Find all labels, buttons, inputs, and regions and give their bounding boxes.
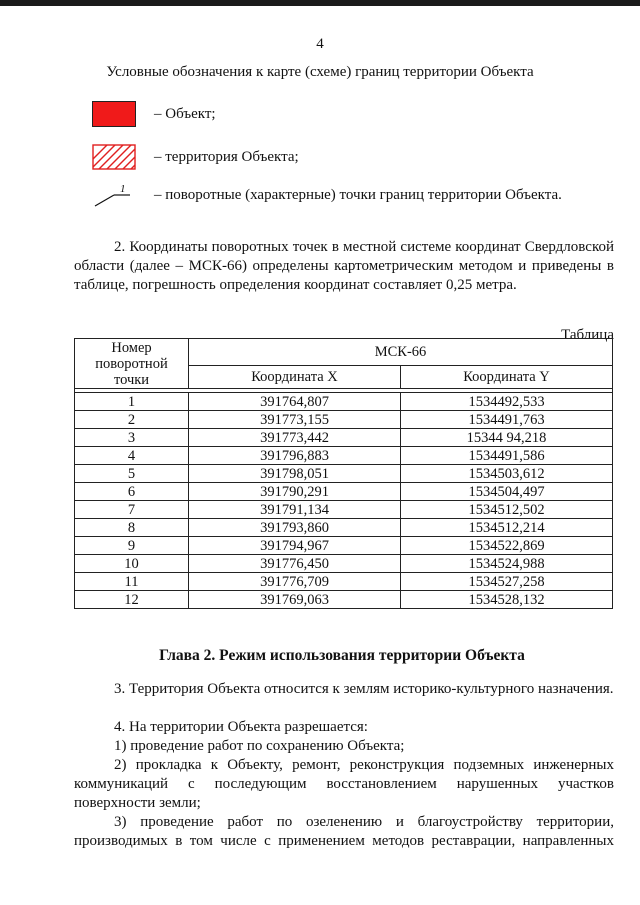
- header-point-number: Номер поворотной точки: [75, 339, 189, 389]
- legend-item-turning-point: [92, 180, 562, 210]
- cell-point-number: 3: [75, 429, 189, 447]
- cell-coordinate-y: 1534512,502: [401, 501, 613, 519]
- coordinates-table: [74, 338, 613, 609]
- cell-coordinate-x: 391764,807: [189, 393, 401, 411]
- cell-coordinate-x: 391798,051: [189, 465, 401, 483]
- territory-hatch-symbol: [92, 144, 136, 170]
- cell-coordinate-x: 391773,442: [189, 429, 401, 447]
- table-row: [75, 501, 613, 519]
- cell-point-number: 4: [75, 447, 189, 465]
- cell-coordinate-x: 391773,155: [189, 411, 401, 429]
- table-row: [75, 537, 613, 555]
- cell-coordinate-y: 1534512,214: [401, 519, 613, 537]
- cell-coordinate-x: 391790,291: [189, 483, 401, 501]
- legend-label-object: – Объект;: [154, 105, 216, 122]
- cell-point-number: 10: [75, 555, 189, 573]
- legend-title: Условные обозначения к карте (схеме) границ территории Объекта: [106, 64, 534, 80]
- table-row: [75, 483, 613, 501]
- cell-point-number: 11: [75, 573, 189, 591]
- table-row: [75, 429, 613, 447]
- paragraph-permitted-list: 4. На территории Объекта разрешается:: [114, 719, 368, 735]
- cell-point-number: 1: [75, 393, 189, 411]
- cell-coordinate-y: 1534527,258: [401, 573, 613, 591]
- permitted-item-2: 2) прокладка к Объекту, ремонт, реконструкция подземных инженерных коммуникаций с последующим восстановлением нарушенных участков поверхности земли;: [74, 757, 614, 811]
- table-caption: Таблица: [561, 327, 614, 343]
- cell-coordinate-y: 1534491,586: [401, 447, 613, 465]
- cell-coordinate-x: 391793,860: [189, 519, 401, 537]
- table-row: [75, 519, 613, 537]
- cell-coordinate-y: 1534492,533: [401, 393, 613, 411]
- object-symbol: [92, 101, 136, 127]
- table-row: [75, 573, 613, 591]
- cell-coordinate-x: 391794,967: [189, 537, 401, 555]
- cell-coordinate-y: 1534524,988: [401, 555, 613, 573]
- cell-point-number: 2: [75, 411, 189, 429]
- header-coordinate-x: Координата X: [189, 366, 401, 389]
- legend-item-object: [92, 101, 216, 127]
- turning-point-number: 1: [120, 183, 126, 195]
- cell-point-number: 5: [75, 465, 189, 483]
- cell-point-number: 12: [75, 591, 189, 609]
- cell-coordinate-x: 391796,883: [189, 447, 401, 465]
- cell-coordinate-y: 15344 94,218: [401, 429, 613, 447]
- table-row: [75, 393, 613, 411]
- header-coordinate-y: Координата Y: [401, 366, 613, 389]
- cell-coordinate-x: 391791,134: [189, 501, 401, 519]
- page-number: 4: [316, 36, 324, 52]
- table-row: [75, 447, 613, 465]
- cell-coordinate-y: 1534503,612: [401, 465, 613, 483]
- legend-item-territory: [92, 144, 299, 170]
- cell-coordinate-x: 391769,063: [189, 591, 401, 609]
- cell-coordinate-y: 1534522,869: [401, 537, 613, 555]
- permitted-item-1: 1) проведение работ по сохранению Объекта;: [114, 738, 405, 754]
- permitted-item-3: 3) проведение работ по озеленению и благоустройству территории, производимых в том числе с применением методов реставрации, направленных: [74, 814, 614, 849]
- paragraph-land-category: 3. Территория Объекта относится к землям историко-культурного назначения.: [114, 681, 614, 697]
- paragraph-coordinates: 2. Координаты поворотных точек в местной системе координат Свердловской области (далее – МСК-66) определены картометрическим методом и приведены в таблице, погрешность определения координат составляет 0,25 метра.: [74, 239, 614, 293]
- cell-point-number: 6: [75, 483, 189, 501]
- cell-coordinate-y: 1534528,132: [401, 591, 613, 609]
- cell-point-number: 8: [75, 519, 189, 537]
- header-coordinate-system: МСК-66: [189, 339, 613, 366]
- turning-point-symbol: [92, 180, 136, 210]
- table-row: [75, 411, 613, 429]
- table-row: [75, 465, 613, 483]
- legend-label-turning-point: – поворотные (характерные) точки границ территории Объекта.: [154, 186, 562, 203]
- cell-point-number: 7: [75, 501, 189, 519]
- table-row: [75, 555, 613, 573]
- chapter-title: Глава 2. Режим использования территории Объекта: [159, 647, 525, 664]
- scan-top-edge: [0, 0, 640, 6]
- table-row: [75, 591, 613, 609]
- legend-label-territory: – территория Объекта;: [154, 148, 299, 165]
- cell-coordinate-y: 1534491,763: [401, 411, 613, 429]
- cell-coordinate-y: 1534504,497: [401, 483, 613, 501]
- cell-coordinate-x: 391776,450: [189, 555, 401, 573]
- cell-point-number: 9: [75, 537, 189, 555]
- cell-coordinate-x: 391776,709: [189, 573, 401, 591]
